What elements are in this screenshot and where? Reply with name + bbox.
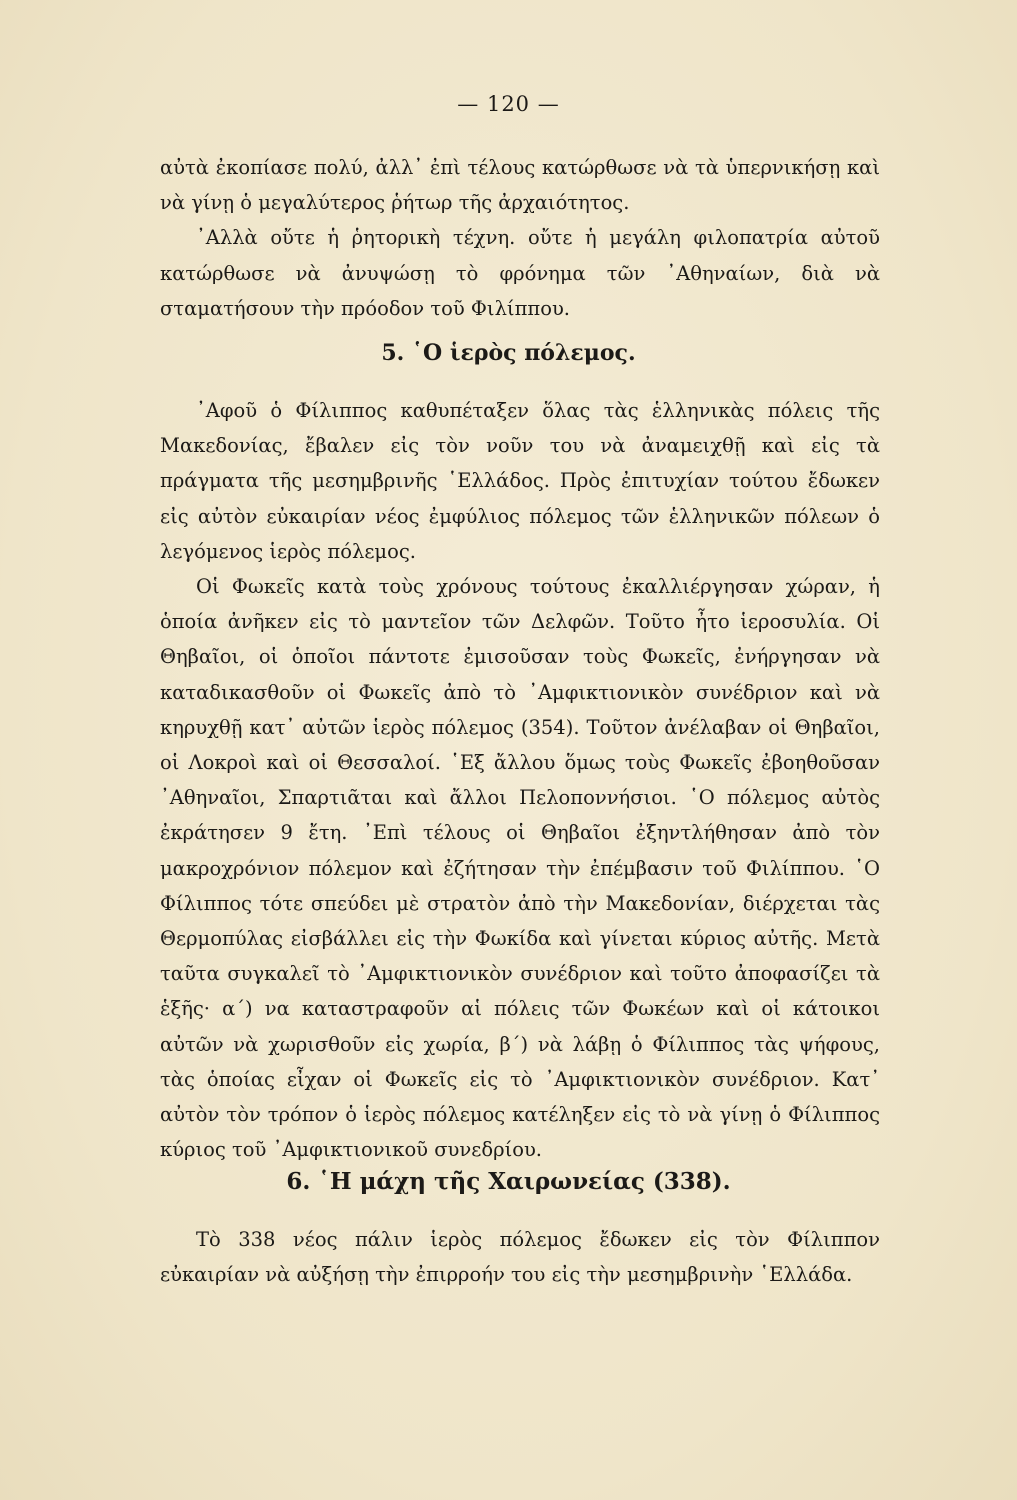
- paragraph: Οἱ Φωκεῖς κατὰ τοὺς χρόνους τούτους ἐκαλλιέργησαν χώραν, ἡ ὁποία ἀνῆκεν εἰς τὸ μαντεῖον τῶν Δελφῶν. Τοῦτο ἦτο ἱεροσυλία. Οἱ Θηβαῖοι, οἱ ὁποῖοι πάντοτε ἐμισοῦσαν τοὺς Φωκεῖς, ἐνήργησαν νὰ καταδικασθοῦν οἱ Φωκεῖς ἀπὸ τὸ ᾽Αμφικτιονικὸν συνέδριον καὶ νὰ κηρυχθῇ κατ᾽ αὐτῶν ἱερὸς πόλεμος (354). Τοῦτον ἀνέλαβαν οἱ Θηβαῖοι, οἱ Λοκροὶ καὶ οἱ Θεσσαλοί. ῾Εξ ἄλλου ὅμως τοὺς Φωκεῖς ἐβοηθοῦσαν ᾽Αθηναῖοι, Σπαρτιᾶται καὶ ἄλλοι Πελοποννήσιοι. ῾Ο πόλεμος αὐτὸς ἐκράτησεν 9 ἔτη. ᾽Επὶ τέλους οἱ Θηβαῖοι ἐξηντλήθησαν ἀπὸ τὸν μακροχρόνιον πόλεμον καὶ ἐζήτησαν τὴν ἐπέμβασιν τοῦ Φιλίππου. ῾Ο Φίλιππος τότε σπεύδει μὲ στρατὸν ἀπὸ τὴν Μακεδονίαν, διέρχεται τὰς Θερμοπύλας εἰσβάλλει εἰς τὴν Φωκίδα καὶ γίνεται κύριος αὐτῆς. Μετὰ ταῦτα συγκαλεῖ τὸ ᾽Αμφικτιονικὸν συνέδριον καὶ τοῦτο ἀποφασίζει τὰ ἑξῆς· α΄) να καταστραφοῦν αἱ πόλεις τῶν Φωκέων καὶ οἱ κάτοικοι αὐτῶν νὰ χωρισθοῦν εἰς χωρία, β΄) νὰ λάβῃ ὁ Φίλιππος τὰς ψήφους, τὰς ὁποίας εἶχαν οἱ Φωκεῖς εἰς τὸ ᾽Αμφικτιονικὸν συνέδριον. Κατ᾽ αὐτὸν τὸν τρόπον ὁ ἱερὸς πόλεμος κατέληξεν εἰς τὸ νὰ γίνῃ ὁ Φίλιππος κύριος τοῦ ᾽Αμφικτιονικοῦ συνεδρίου.: [160, 575, 880, 1162]
- paragraph: αὐτὰ ἐκοπίασε πολύ, ἀλλ᾽ ἐπὶ τέλους κατώρθωσε νὰ τὰ ὑπερνικήσῃ καὶ νὰ γίνῃ ὁ μεγαλύτερος ῥήτωρ τῆς ἀρχαιότητος.: [160, 156, 880, 215]
- paragraph: ᾽Αλλὰ οὔτε ἡ ῥητορικὴ τέχνη. οὔτε ἡ μεγάλη φιλοπατρία αὐτοῦ κατώρθωσε νὰ ἀνυψώσῃ τὸ φρόνημα τῶν ᾽Αθηναίων, διὰ νὰ σταματήσουν τὴν πρόοδον τοῦ Φιλίππου.: [160, 226, 880, 320]
- page-number: — 120 —: [457, 92, 560, 116]
- section-heading: 6. ῾Η μάχη τῆς Χαιρωνείας (338).: [286, 1168, 731, 1195]
- section-6-text: [160, 1222, 880, 1292]
- section-heading: 5. ῾Ο ἱερὸς πόλεμος.: [381, 340, 636, 366]
- section-5-text: [160, 393, 880, 1167]
- paragraph: Τὸ 338 νέος πάλιν ἱερὸς πόλεμος ἔδωκεν εἰς τὸν Φίλιππον εὐκαιρίαν νὰ αὐξήσῃ τὴν ἐπιρροήν του εἰς τὴν μεσημβρινὴν ῾Ελλάδα.: [160, 1228, 880, 1287]
- paragraph: ᾽Αφοῦ ὁ Φίλιππος καθυπέταξεν ὅλας τὰς ἑλληνικὰς πόλεις τῆς Μακεδονίας, ἔβαλεν εἰς τὸν νοῦν του νὰ ἀναμειχθῇ καὶ εἰς τὰ πράγματα τῆς μεσημβρινῆς ῾Ελλάδος. Πρὸς ἐπιτυχίαν τούτου ἔδωκεν εἰς αὐτὸν εὐκαιρίαν νέος ἐμφύλιος πόλεμος τῶν ἑλληνικῶν πόλεων ὁ λεγόμενος ἱερὸς πόλεμος.: [160, 399, 880, 563]
- intro-text-block: [160, 150, 880, 326]
